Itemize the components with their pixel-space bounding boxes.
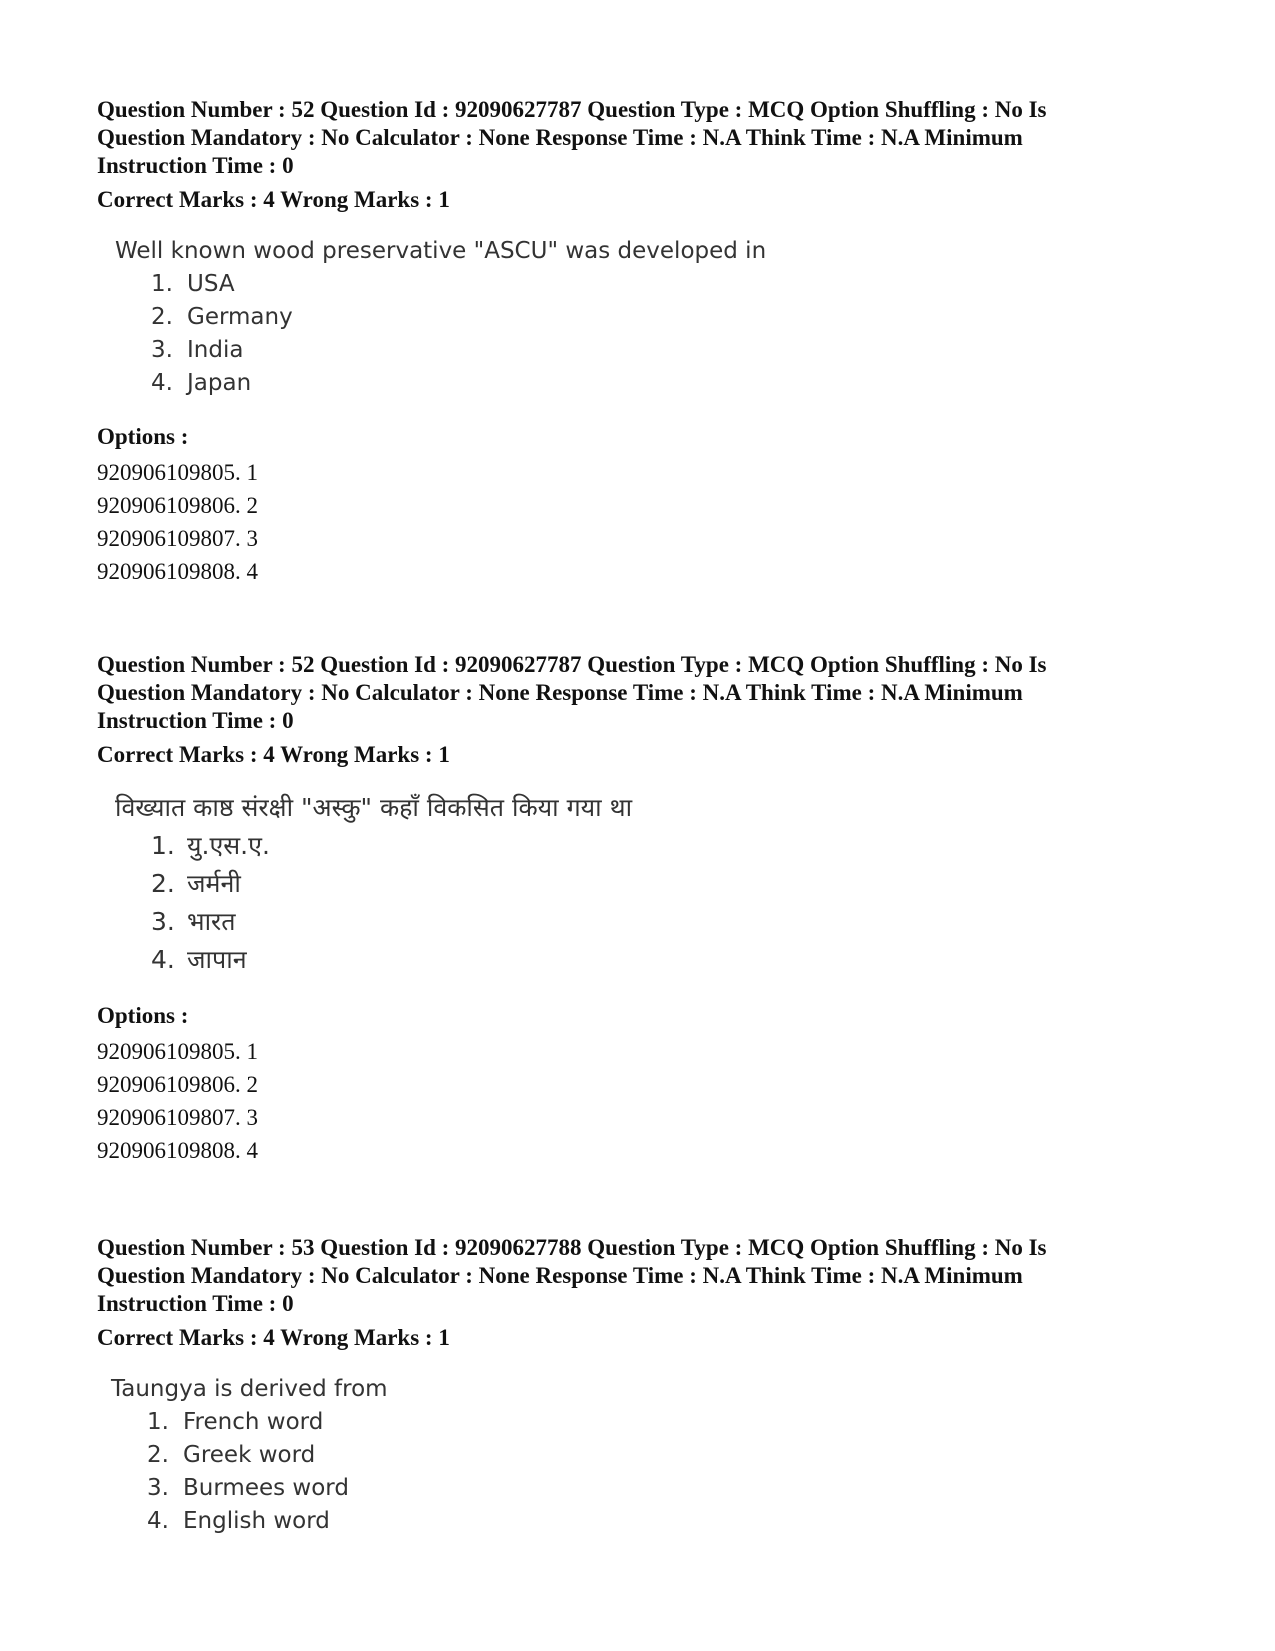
choice-item (151, 301, 1187, 334)
marks-line: Correct Marks : 4 Wrong Marks : 1 (97, 187, 450, 212)
choice-text: जर्मनी (187, 869, 241, 898)
choice-item (147, 1505, 1187, 1538)
options-label: Options : (97, 1003, 189, 1028)
choice-number: 1. (151, 271, 173, 297)
question-block-52-hindi (97, 651, 1187, 1167)
options-label: Options : (97, 424, 189, 449)
choice-item (147, 1406, 1187, 1439)
option-item: 920906109805. 1 (97, 460, 258, 485)
marks-line: Correct Marks : 4 Wrong Marks : 1 (97, 742, 450, 767)
question-meta-line: Instruction Time : 0 (97, 708, 294, 733)
choice-number: 1. (147, 1409, 169, 1435)
choice-text: Greek word (183, 1442, 316, 1468)
options-list (97, 456, 1187, 588)
choice-text: यु.एस.ए. (187, 831, 270, 860)
choice-item (151, 865, 1187, 903)
choice-item (151, 334, 1187, 367)
choice-text: English word (183, 1508, 330, 1534)
marks-line: Correct Marks : 4 Wrong Marks : 1 (97, 1325, 450, 1350)
choice-number: 2. (151, 304, 173, 330)
question-meta-line: Question Number : 53 Question Id : 92090627788 Question Type : MCQ Option Shuffling : No Is (97, 1235, 1047, 1260)
option-item: 920906109808. 4 (97, 559, 258, 584)
question-meta-line: Question Number : 52 Question Id : 92090627787 Question Type : MCQ Option Shuffling : No Is (97, 652, 1047, 677)
option-item: 920906109807. 3 (97, 526, 258, 551)
question-block-52-english (97, 96, 1187, 588)
choice-item (147, 1439, 1187, 1472)
option-item: 920906109808. 4 (97, 1138, 258, 1163)
choice-text: जापान (187, 945, 247, 974)
choice-number: 4. (147, 1508, 169, 1534)
question-meta-line: Question Number : 52 Question Id : 92090627787 Question Type : MCQ Option Shuffling : No Is (97, 97, 1047, 122)
choice-text: Burmees word (183, 1475, 349, 1501)
choice-text: French word (183, 1409, 324, 1435)
choice-number: 1. (151, 831, 175, 860)
question-meta-line: Question Mandatory : No Calculator : None Response Time : N.A Think Time : N.A Minimum (97, 125, 1023, 150)
question-image (111, 1372, 1187, 1538)
question-meta-line: Instruction Time : 0 (97, 153, 294, 178)
question-image (115, 234, 1187, 400)
choice-number: 3. (151, 337, 173, 363)
choice-item (147, 1472, 1187, 1505)
question-block-53 (97, 1234, 1187, 1538)
choice-item (151, 903, 1187, 941)
option-item: 920906109805. 1 (97, 1039, 258, 1064)
options-list (97, 1035, 1187, 1167)
choice-item (151, 827, 1187, 865)
choice-number: 4. (151, 945, 175, 974)
option-item: 920906109807. 3 (97, 1105, 258, 1130)
question-meta-line: Question Mandatory : No Calculator : None Response Time : N.A Think Time : N.A Minimum (97, 1263, 1023, 1288)
choice-list (111, 1406, 1187, 1538)
choice-item (151, 268, 1187, 301)
option-item: 920906109806. 2 (97, 493, 258, 518)
choice-list (115, 268, 1187, 400)
choice-number: 2. (151, 869, 175, 898)
choice-number: 3. (147, 1475, 169, 1501)
question-meta-line: Instruction Time : 0 (97, 1291, 294, 1316)
choice-text: Germany (187, 304, 293, 330)
choice-item (151, 941, 1187, 979)
choice-number: 2. (147, 1442, 169, 1468)
question-text: Well known wood preservative "ASCU" was developed in (115, 238, 767, 264)
choice-text: Japan (187, 370, 252, 396)
choice-list (115, 827, 1187, 979)
choice-number: 4. (151, 370, 173, 396)
option-item: 920906109806. 2 (97, 1072, 258, 1097)
question-image (115, 789, 1187, 979)
choice-text: USA (187, 271, 235, 297)
question-text: विख्यात काष्ठ संरक्षी "अस्कु" कहाँ विकसित किया गया था (115, 793, 633, 822)
choice-text: भारत (187, 907, 236, 936)
choice-item (151, 367, 1187, 400)
choice-text: India (187, 337, 244, 363)
question-text: Taungya is derived from (111, 1376, 388, 1402)
choice-number: 3. (151, 907, 175, 936)
question-meta-line: Question Mandatory : No Calculator : None Response Time : N.A Think Time : N.A Minimum (97, 680, 1023, 705)
